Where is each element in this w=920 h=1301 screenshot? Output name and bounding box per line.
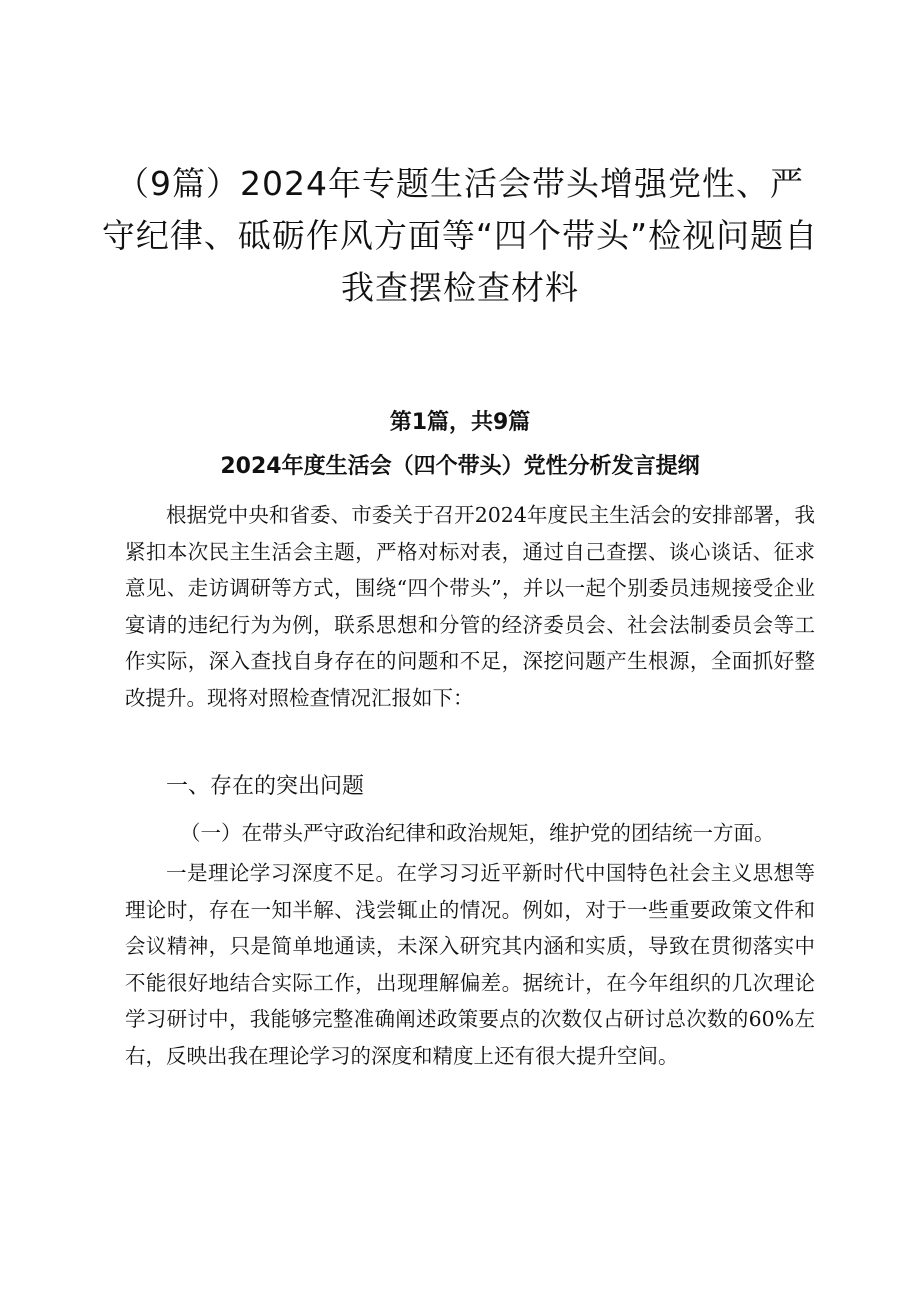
detail-paragraph: 一是理论学习深度不足。在学习习近平新时代中国特色社会主义思想等理论时，存在一知半解、浅尝辄止的情况。例如，对于一些重要政策文件和会议精神，只是简单地通读，未深入研究其内涵和实质，导致在贯彻落实中不能很好地结合实际工作，出现理解偏差。据统计，在今年组织的几次理论学习研讨中，我能够完整准确阐述政策要点的次数仅占研讨总次数的60%左右，反映出我在理论学习的深度和精度上还有很大提升空间。 [125,861,815,1068]
section-heading: 一、存在的突出问题 [166,774,365,799]
document-title: （9篇）2024年专题生活会带头增强党性、严守纪律、砥砺作风方面等“四个带头”检视问题自我查摆检查材料 [101,164,819,307]
part-label: 第1篇，共9篇 [389,410,531,435]
part-title: 2024年度生活会（四个带头）党性分析发言提纲 [220,454,700,479]
intro-paragraph: 根据党中央和省委、市委关于召开2024年度民主生活会的安排部署，我紧扣本次民主生活会主题，严格对标对表，通过自己查摆、谈心谈话、征求意见、走访调研等方式，围绕“四个带头”，并以一起个别委员违规接受企业宴请的违纪行为为例，联系思想和分管的经济委员会、社会法制委员会等工作实际，深入查找自身存在的问题和不足，深挖问题产生根源，全面抓好整改提升。现将对照检查情况汇报如下： [125,503,815,710]
subsection-heading: （一）在带头严守政治纪律和政治规矩，维护党的团结统一方面。 [180,821,775,845]
